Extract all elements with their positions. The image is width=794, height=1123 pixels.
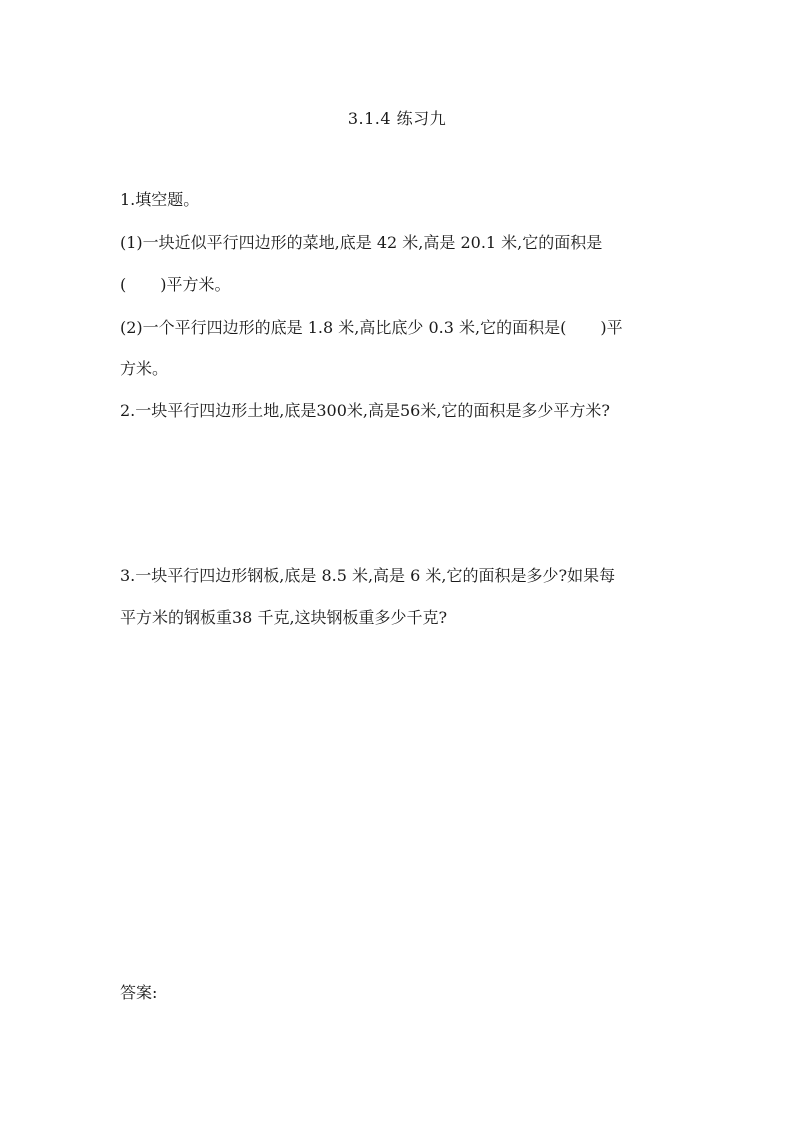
page-title: 3.1.4 练习九: [347, 109, 447, 128]
question-1-sub2-line2: 方米。: [120, 359, 169, 378]
question-1-sub1-line1: (1)一块近似平行四边形的菜地,底是 42 米,高是 20.1 米,它的面积是: [120, 233, 603, 252]
question-3-line1: 3.一块平行四边形钢板,底是 8.5 米,高是 6 米,它的面积是多少?如果每: [120, 566, 616, 585]
question-1-heading: 1.填空题。: [120, 190, 200, 209]
question-3-line2: 平方米的钢板重38 千克,这块钢板重多少千克?: [120, 608, 448, 627]
question-1-sub2-line1: [120, 318, 680, 338]
blank-close-text: )平方米。: [160, 275, 231, 294]
answer-label: 答案:: [120, 983, 158, 1002]
question-1-sub2-text: (2)一个平行四边形的底是 1.8 米,高比底少 0.3 米,它的面积是(: [120, 318, 567, 337]
question-1-sub1-line2: [120, 275, 680, 295]
blank-close-text: )平: [600, 318, 623, 337]
blank-open-paren: (: [120, 275, 127, 294]
question-2-text: 2.一块平行四边形土地,底是300米,高是56米,它的面积是多少平方米?: [120, 401, 611, 420]
